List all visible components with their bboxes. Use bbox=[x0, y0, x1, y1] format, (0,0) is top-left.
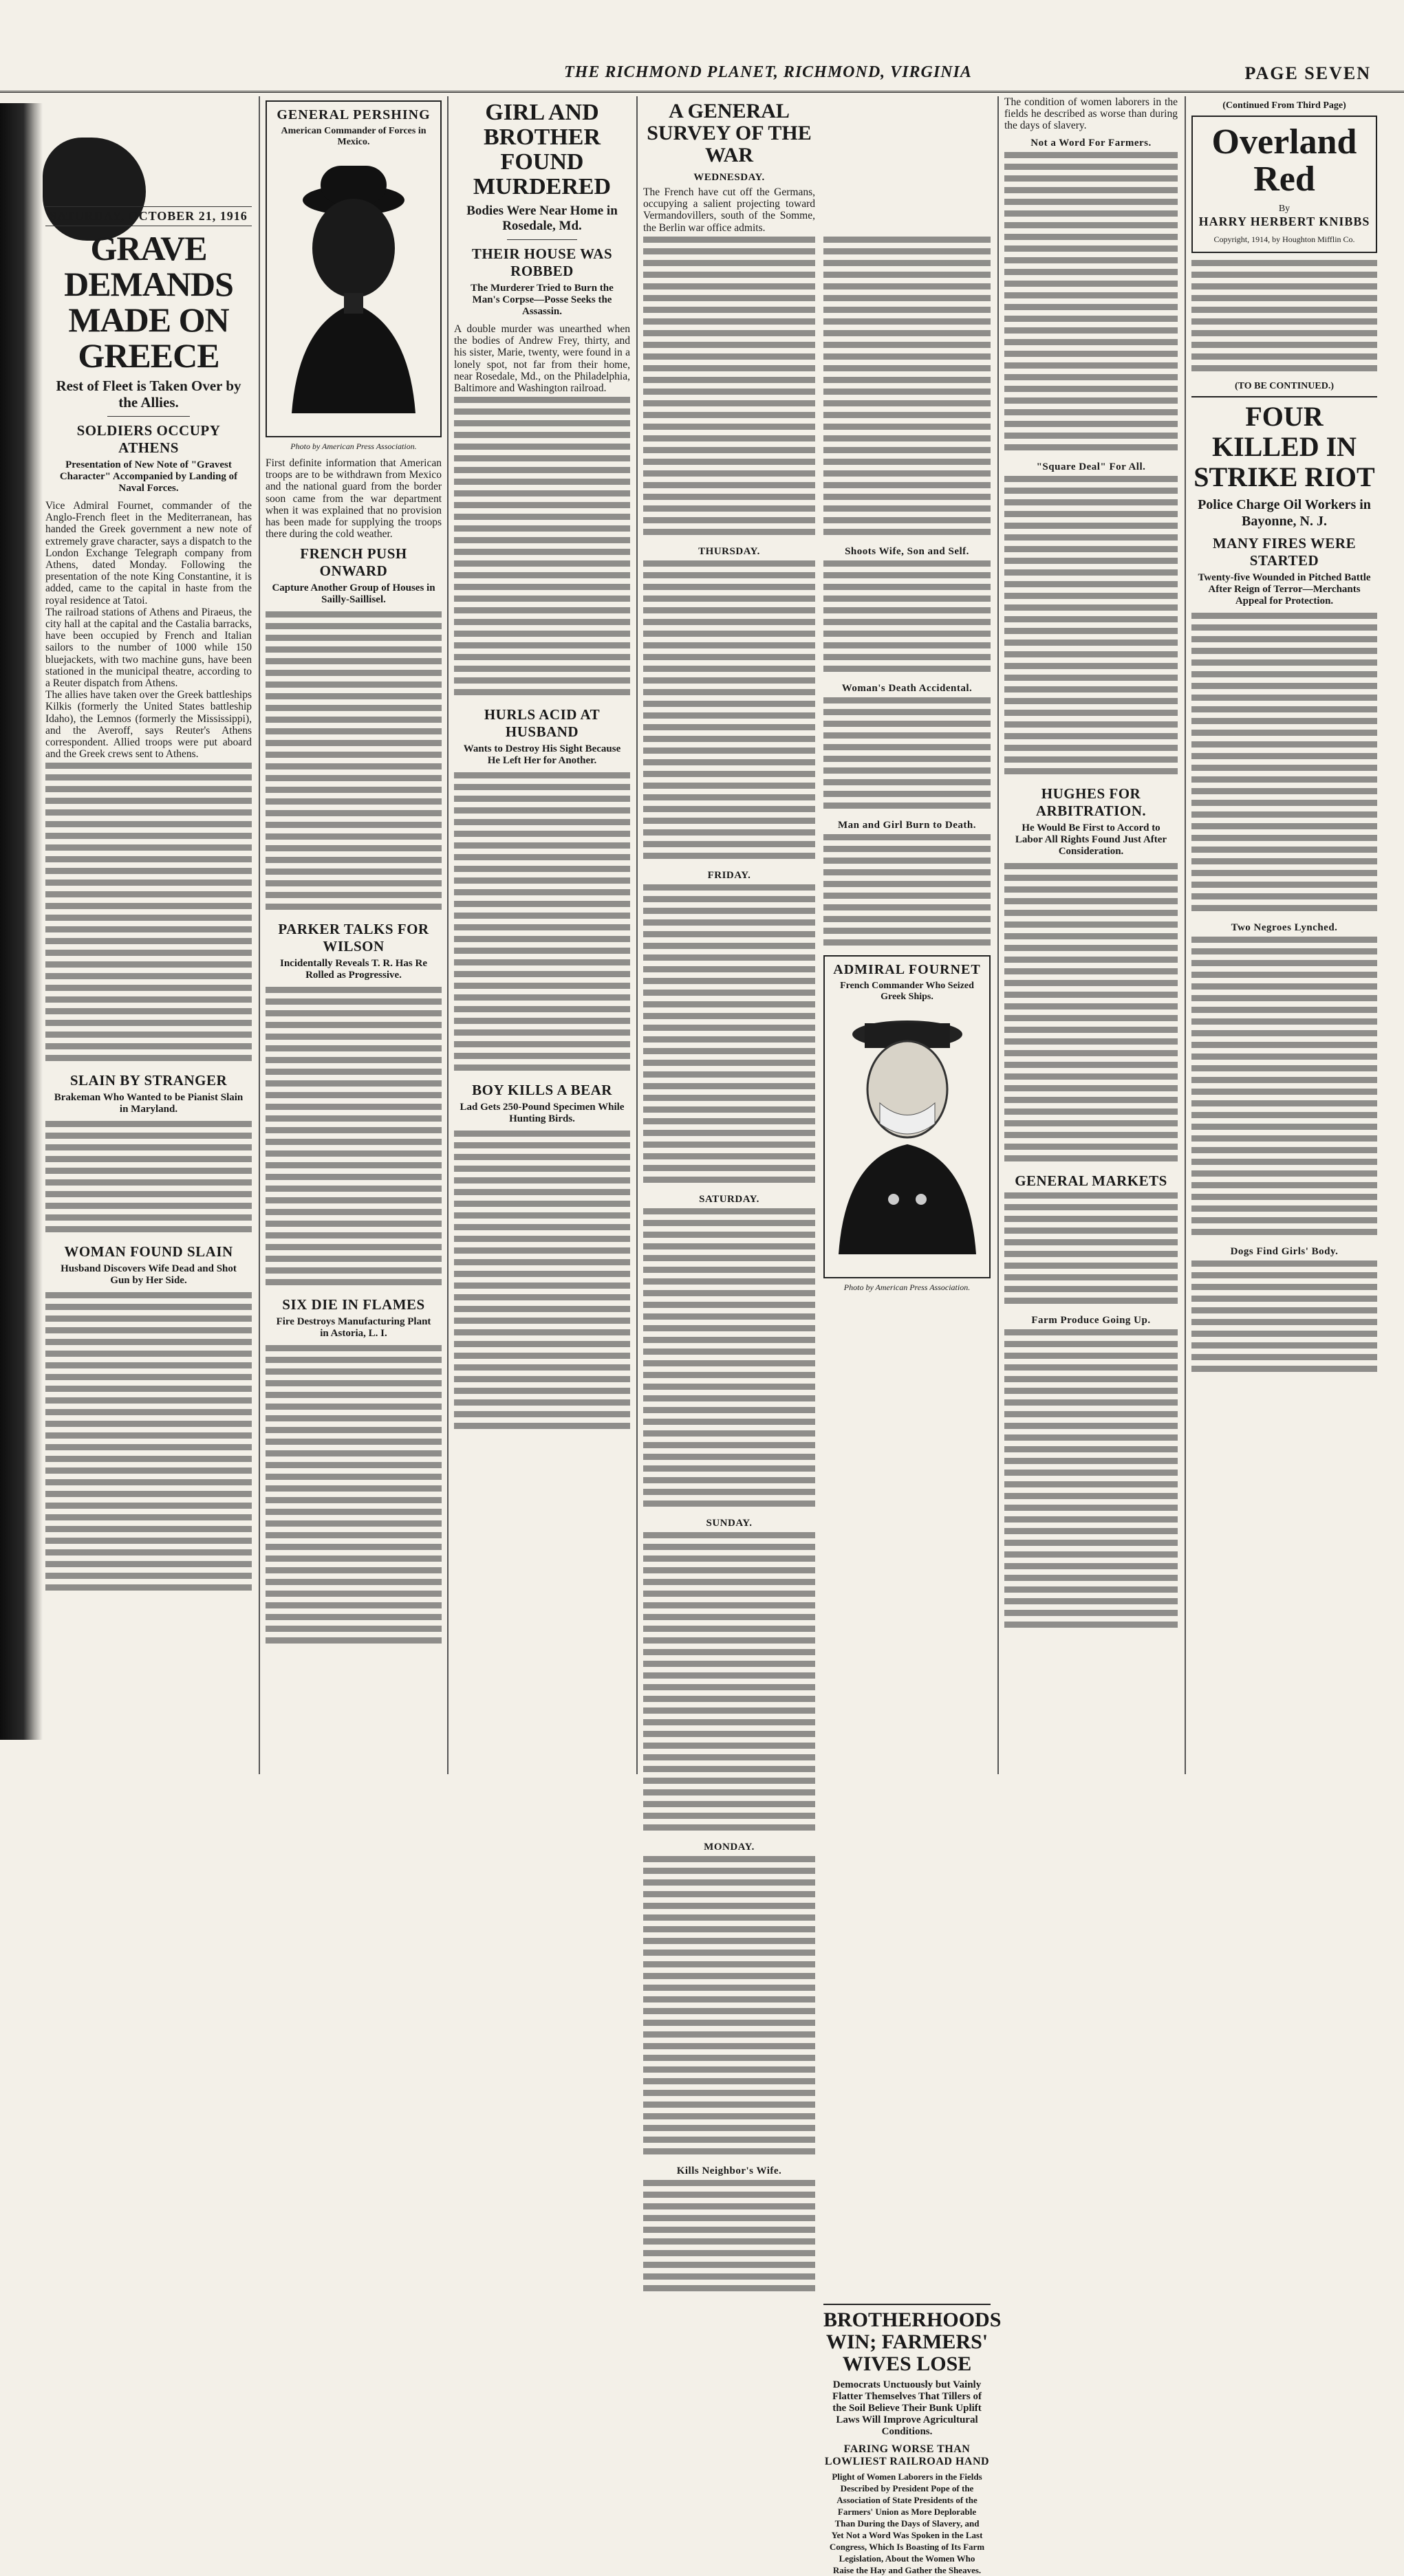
filler-text bbox=[1004, 476, 1178, 780]
filler-text bbox=[1004, 152, 1178, 456]
column-6 bbox=[1004, 96, 1178, 1774]
column-2 bbox=[266, 96, 442, 1774]
article-text: The condition of women laborers in the fields he described as worse than during the days of slavery. bbox=[1004, 96, 1178, 132]
deck-brakeman: Brakeman Who Wanted to be Pianist Slain in Maryland. bbox=[54, 1092, 244, 1115]
subhead-house-robbed: THEIR HOUSE WAS ROBBED bbox=[471, 245, 613, 279]
column-rule bbox=[447, 96, 449, 1774]
article-text: A double murder was unearthed when the bodies of Andrew Frey, thirty, and his sister, Marie, twenty, were found in a lonely spot, not far from their home, near Rosedale, Md., on the Philadelphia, Baltimore and Washington railroad. bbox=[454, 323, 630, 395]
deck-democrats: Democrats Unctuously but Vainly Flatter Themselves That Tillers of the Soil Believe Their Bunk Uplift Laws Will Improve Agricultural Conditions. bbox=[832, 2379, 982, 2437]
filler-text bbox=[1191, 260, 1377, 377]
filler-text bbox=[1191, 1260, 1377, 1377]
deck-wounded: Twenty-five Wounded in Pitched Battle After Reign of Terror—Merchants Appeal for Protection. bbox=[1198, 572, 1371, 607]
subhead-fires: MANY FIRES WERE STARTED bbox=[1212, 535, 1357, 569]
filler-text bbox=[266, 987, 442, 1291]
filler-text bbox=[643, 1856, 815, 2160]
column-4 bbox=[643, 96, 1002, 2575]
day-wednesday: WEDNESDAY. bbox=[693, 172, 765, 183]
filler-text bbox=[1004, 863, 1178, 1167]
subhead-farm-produce: Farm Produce Going Up. bbox=[1031, 1314, 1151, 1326]
column-rule bbox=[1185, 96, 1186, 1774]
article-text: The allies have taken over the Greek battleships Kilkis (formerly the United States battleship Idaho), the Lemnos (formerly the Mississippi), and the Averoff, says Reuter's Athens correspondent. Allied troops were put aboard and the Greek crews sent to Athens. bbox=[45, 689, 252, 761]
pershing-photo-box bbox=[266, 100, 442, 437]
filler-text bbox=[643, 237, 815, 541]
deck-parker: Incidentally Reveals T. R. Has Re Rolled as Progressive. bbox=[279, 958, 428, 981]
filler-text bbox=[643, 560, 815, 864]
issue-date: SATURDAY, OCTOBER 21, 1916 bbox=[45, 206, 252, 226]
deck-plight: Plight of Women Laborers in the Fields Described by President Pope of the Association of State Presidents of the Farmers' Union as More Deplorable Than During the Days of Slavery, and Yet Not a Word Was Spoken in the Last Congress, Which Is Boasting of Its Farm Legislation, About the Women Who Raise the Hay and Gather the Sheaves. bbox=[829, 2471, 985, 2575]
filler-text bbox=[823, 697, 991, 814]
deck-husband: Husband Discovers Wife Dead and Shot Gun by Her Side. bbox=[61, 1263, 237, 1287]
subhead-faring-worse: FARING WORSE THAN LOWLIEST RAILROAD HAND bbox=[824, 2443, 990, 2467]
masthead-title: THE RICHMOND PLANET, RICHMOND, VIRGINIA bbox=[564, 63, 972, 81]
deck-fleet: Rest of Fleet is Taken Over by the Allies. bbox=[56, 378, 241, 411]
subhead-parker-wilson: PARKER TALKS FOR WILSON bbox=[278, 921, 429, 955]
fournet-portrait-image bbox=[832, 1007, 983, 1254]
subhead-square-deal: "Square Deal" For All. bbox=[1036, 461, 1146, 472]
photo-caption-title: ADMIRAL FOURNET bbox=[833, 961, 981, 977]
subhead-french-push: FRENCH PUSH ONWARD bbox=[300, 545, 407, 580]
day-monday: MONDAY. bbox=[704, 1841, 755, 1853]
column-3 bbox=[454, 96, 630, 1774]
subhead-dogs-body: Dogs Find Girls' Body. bbox=[1230, 1246, 1339, 1257]
serial-title: Overland Red bbox=[1211, 122, 1357, 199]
subhead-woman-slain: WOMAN FOUND SLAIN bbox=[64, 1243, 233, 1260]
deck-bear: Lad Gets 250-Pound Specimen While Hunting Birds. bbox=[460, 1102, 625, 1125]
subhead-kills-neighbor: Kills Neighbor's Wife. bbox=[676, 2165, 782, 2176]
deck-note: Presentation of New Note of "Gravest Character" Accompanied by Landing of Naval Forces. bbox=[59, 459, 238, 494]
filler-text bbox=[643, 1532, 815, 1836]
headline-murder: GIRL AND BROTHER FOUND MURDERED bbox=[473, 100, 612, 199]
headline-strike-riot: FOUR KILLED IN STRIKE RIOT bbox=[1191, 396, 1377, 492]
subhead-farmers: Not a Word For Farmers. bbox=[1030, 137, 1152, 149]
filler-text bbox=[266, 1345, 442, 1649]
filler-text bbox=[266, 611, 442, 915]
filler-text bbox=[1191, 937, 1377, 1241]
column-rule bbox=[997, 96, 999, 1774]
filler-text bbox=[643, 1208, 815, 1512]
filler-text bbox=[45, 763, 252, 1067]
continued-note: (Continued From Third Page) bbox=[1222, 100, 1346, 111]
deck-arbitration: He Would Be First to Accord to Labor All Rights Found Just After Consideration. bbox=[1015, 822, 1167, 857]
column-rule bbox=[636, 96, 638, 1774]
filler-text bbox=[454, 397, 630, 701]
deck-sailly: Capture Another Group of Houses in Sailly-Saillisel. bbox=[272, 582, 435, 606]
subhead-hurls-acid: HURLS ACID AT HUSBAND bbox=[484, 706, 601, 741]
pershing-portrait-image bbox=[278, 152, 429, 413]
subhead-shoots-wife: Shoots Wife, Son and Self. bbox=[845, 545, 969, 557]
filler-text bbox=[823, 237, 991, 541]
subhead-hughes: HUGHES FOR ARBITRATION. bbox=[1035, 785, 1147, 819]
column-rule bbox=[259, 96, 260, 1774]
fournet-photo-box bbox=[823, 955, 991, 1278]
photo-credit: Photo by American Press Association. bbox=[843, 1282, 971, 1292]
article-text: The French have cut off the Germans, occupying a salient projecting toward Vermandovillers, south of the Somme, the Berlin war office admits. bbox=[643, 186, 815, 234]
headline-greece: GRAVE DEMANDS MADE ON GREECE bbox=[64, 229, 233, 375]
filler-text bbox=[454, 1131, 630, 1434]
subhead-markets: GENERAL MARKETS bbox=[1015, 1172, 1167, 1189]
headline-brotherhoods: BROTHERHOODS WIN; FARMERS' WIVES LOSE bbox=[823, 2304, 991, 2375]
deck-astoria: Fire Destroys Manufacturing Plant in Astoria, L. I. bbox=[276, 1316, 431, 1340]
deck-murderer: The Murderer Tried to Burn the Man's Corpse—Posse Seeks the Assassin. bbox=[471, 283, 614, 317]
subhead-athens: SOLDIERS OCCUPY ATHENS bbox=[76, 422, 221, 456]
deck-rosedale: Bodies Were Near Home in Rosedale, Md. bbox=[466, 204, 618, 233]
day-sunday: SUNDAY. bbox=[706, 1517, 753, 1529]
filler-text bbox=[643, 884, 815, 1188]
serial-by: By bbox=[1278, 204, 1290, 214]
masthead bbox=[0, 61, 1404, 93]
filler-text bbox=[1191, 613, 1377, 917]
filler-text bbox=[643, 2180, 815, 2297]
filler-text bbox=[823, 834, 991, 951]
subhead-accidental: Woman's Death Accidental. bbox=[841, 682, 973, 694]
subhead-lynched: Two Negroes Lynched. bbox=[1231, 922, 1338, 933]
column-7 bbox=[1191, 96, 1377, 1774]
scan-damage-left-edge bbox=[0, 103, 43, 1740]
subhead-six-die: SIX DIE IN FLAMES bbox=[282, 1296, 425, 1313]
filler-text bbox=[45, 1292, 252, 1596]
headline-war-survey: A GENERAL SURVEY OF THE WAR bbox=[647, 100, 812, 166]
page-number: PAGE SEVEN bbox=[1244, 63, 1371, 83]
filler-text bbox=[1004, 1192, 1178, 1309]
photo-caption-subtitle: French Commander Who Seized Greek Ships. bbox=[840, 980, 974, 1002]
subhead-boy-bear: BOY KILLS A BEAR bbox=[472, 1082, 612, 1099]
day-thursday: THURSDAY. bbox=[698, 545, 760, 557]
photo-caption-subtitle: American Commander of Forces in Mexico. bbox=[281, 126, 426, 147]
serial-copyright: Copyright, 1914, by Houghton Mifflin Co. bbox=[1213, 234, 1355, 244]
serial-author: HARRY HERBERT KNIBBS bbox=[1198, 215, 1370, 228]
filler-text bbox=[454, 772, 630, 1076]
article-text: The railroad stations of Athens and Piraeus, the city hall at the capital and the Castalia barracks, have been occupied by French and Italian sailors to the number of 1000 while 150 bluejackets, with two machine guns, have been stationed in the municipal theatre, according to a Reuter dispatch from Athens. bbox=[45, 606, 252, 690]
day-friday: FRIDAY. bbox=[707, 869, 751, 881]
article-text: First definite information that American troops are to be withdrawn from Mexico and the national guard from the border soon came from the war department when it was explained that no provision has been made for supplying the troops there during the cold weather. bbox=[266, 457, 442, 541]
photo-caption-title: GENERAL PERSHING bbox=[277, 107, 431, 122]
filler-text bbox=[45, 1121, 252, 1238]
subhead-slain-stranger: SLAIN BY STRANGER bbox=[69, 1072, 228, 1089]
day-saturday: SATURDAY. bbox=[699, 1193, 759, 1205]
serial-title-box bbox=[1191, 116, 1377, 253]
filler-text bbox=[1004, 1329, 1178, 1633]
deck-acid: Wants to Destroy His Sight Because He Left Her for Another. bbox=[463, 743, 621, 767]
to-be-continued: (TO BE CONTINUED.) bbox=[1234, 381, 1335, 391]
column-1 bbox=[45, 96, 252, 1774]
article-text: Vice Admiral Fournet, commander of the Anglo-French fleet in the Mediterranean, has handed the Greek government a new note of extremely grave character, says a dispatch to the London Exchange Telegraph company from Athens, dated Monday. Following the presentation of the note King Constantine, it is added, came to the capital in haste from the royal residence at Tatoi. bbox=[45, 500, 252, 607]
subhead-burn-death: Man and Girl Burn to Death. bbox=[837, 819, 976, 831]
filler-text bbox=[823, 560, 991, 677]
photo-credit: Photo by American Press Association. bbox=[290, 441, 417, 451]
deck-bayonne: Police Charge Oil Workers in Bayonne, N. J. bbox=[1198, 497, 1371, 529]
